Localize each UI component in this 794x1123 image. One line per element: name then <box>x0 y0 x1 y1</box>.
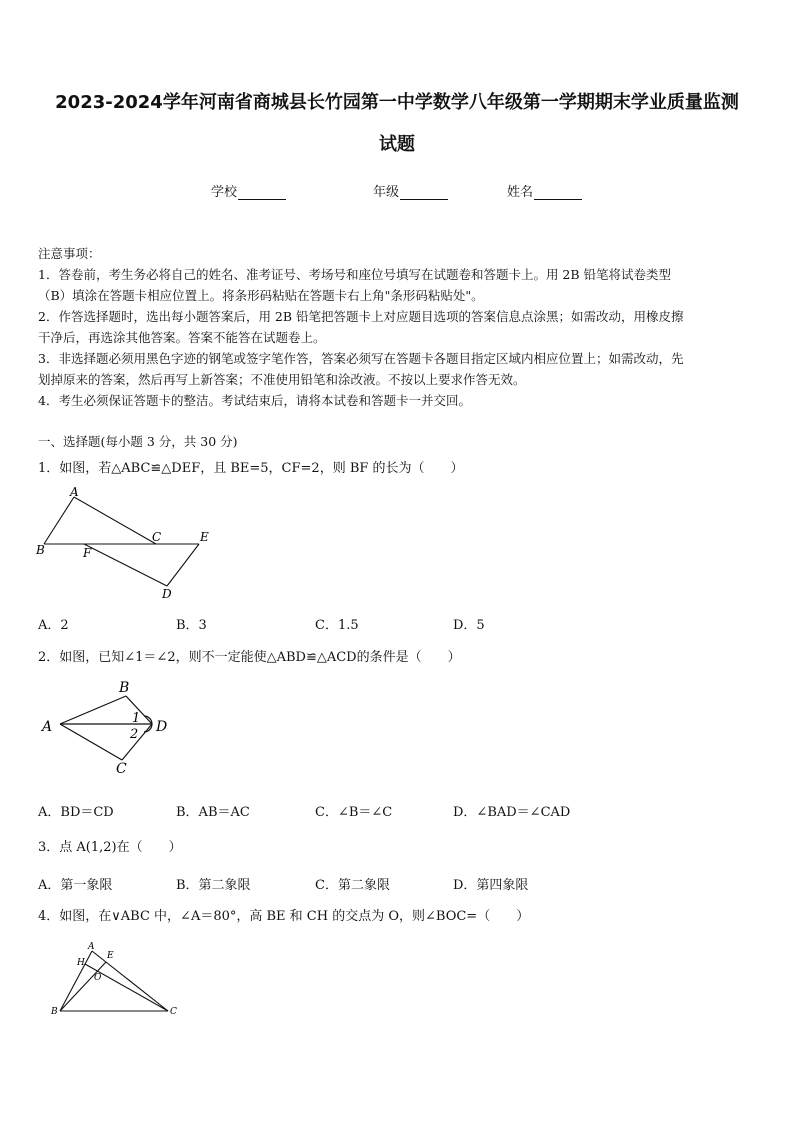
label-B: B <box>51 1007 58 1017</box>
label-E: E <box>200 530 209 544</box>
grade-field[interactable] <box>373 181 448 200</box>
option-c[interactable]: C．1.5 <box>315 618 359 633</box>
label-B: B <box>119 680 130 696</box>
label-D: D <box>156 719 168 735</box>
option-b[interactable]: B．第二象限 <box>176 878 251 893</box>
notice-line: 1．答卷前，考生务必将自己的姓名、准考证号、考场号和座位号填写在试题卷和答题卡上。用 2B 铅笔将试卷类型 <box>38 267 672 282</box>
option-b[interactable]: B．AB＝AC <box>176 805 250 820</box>
label-O: O <box>94 973 102 983</box>
notice-line: 干净后，再选涂其他答案。答案不能答在试题卷上。 <box>38 330 326 345</box>
question-3-stem: 3．点 A(1,2)在（ ） <box>38 840 182 855</box>
option-d[interactable]: D．第四象限 <box>453 878 529 893</box>
school-blank[interactable] <box>238 187 286 200</box>
question-2-figure <box>38 676 188 776</box>
notice-line: （B）填涂在答题卡相应位置上。将条形码粘贴在答题卡右上角"条形码粘贴处"。 <box>38 288 484 303</box>
grade-blank[interactable] <box>400 187 448 200</box>
notice-block <box>38 243 760 411</box>
label-C: C <box>170 1007 177 1017</box>
name-field[interactable] <box>507 181 582 200</box>
name-label: 姓名 <box>507 185 534 200</box>
school-label: 学校 <box>211 185 238 200</box>
question-2-stem: 2．如图，已知∠1＝∠2，则不一定能使△ABD≌△ACD的条件是（ ） <box>38 650 461 665</box>
label-A: A <box>42 719 53 735</box>
page-title-line2: 试题 <box>379 134 415 155</box>
option-a[interactable]: A．BD＝CD <box>38 805 114 820</box>
question-1-figure <box>34 484 224 600</box>
option-a[interactable]: A．第一象限 <box>38 878 113 893</box>
notice-line: 3．非选择题必须用黑色字迹的钢笔或签字笔作答，答案必须写在答题卡各题目指定区域内相应位置上；如需改动，先 <box>38 351 684 366</box>
notice-line: 4．考生必须保证答题卡的整洁。考试结束后，请将本试卷和答题卡一并交回。 <box>38 393 471 408</box>
option-c[interactable]: C．∠B＝∠C <box>315 805 393 820</box>
question-4-figure <box>46 938 186 1022</box>
label-D: D <box>162 587 172 600</box>
option-a[interactable]: A．2 <box>38 618 69 633</box>
label-E: E <box>107 951 114 961</box>
label-A: A <box>88 942 95 952</box>
option-d[interactable]: D．5 <box>453 618 485 633</box>
option-d[interactable]: D．∠BAD＝∠CAD <box>453 805 571 820</box>
label-B: B <box>36 543 45 557</box>
label-F: F <box>83 546 92 560</box>
label-A: A <box>70 485 79 499</box>
label-C: C <box>116 761 127 776</box>
notice-heading: 注意事项： <box>38 246 101 261</box>
question-4-stem: 4．如图，在∨ABC 中，∠A＝80°，高 BE 和 CH 的交点为 O，则∠BOC=（ ） <box>38 909 530 924</box>
school-field[interactable] <box>211 181 286 200</box>
label-C: C <box>152 530 162 544</box>
angle-2-label: 2 <box>130 727 139 742</box>
option-b[interactable]: B．3 <box>176 618 207 633</box>
option-c[interactable]: C．第二象限 <box>315 878 390 893</box>
label-H: H <box>77 958 85 968</box>
question-1-stem: 1．如图，若△ABC≌△DEF，且 BE=5，CF=2，则 BF 的长为（ ） <box>38 461 464 476</box>
name-blank[interactable] <box>534 187 582 200</box>
angle-1-label: 1 <box>132 711 141 726</box>
grade-label: 年级 <box>373 185 400 200</box>
notice-line: 2．作答选择题时，选出每小题答案后，用 2B 铅笔把答题卡上对应题目选项的答案信息点涂黑；如需改动，用橡皮擦 <box>38 309 684 324</box>
notice-line: 划掉原来的答案，然后再写上新答案；不准使用铅笔和涂改液。不按以上要求作答无效。 <box>38 372 526 387</box>
section-heading: 一、选择题(每小题 3 分，共 30 分) <box>38 434 238 449</box>
page-title: 2023-2024学年河南省商城县长竹园第一中学数学八年级第一学期期末学业质量监测 <box>55 92 739 113</box>
